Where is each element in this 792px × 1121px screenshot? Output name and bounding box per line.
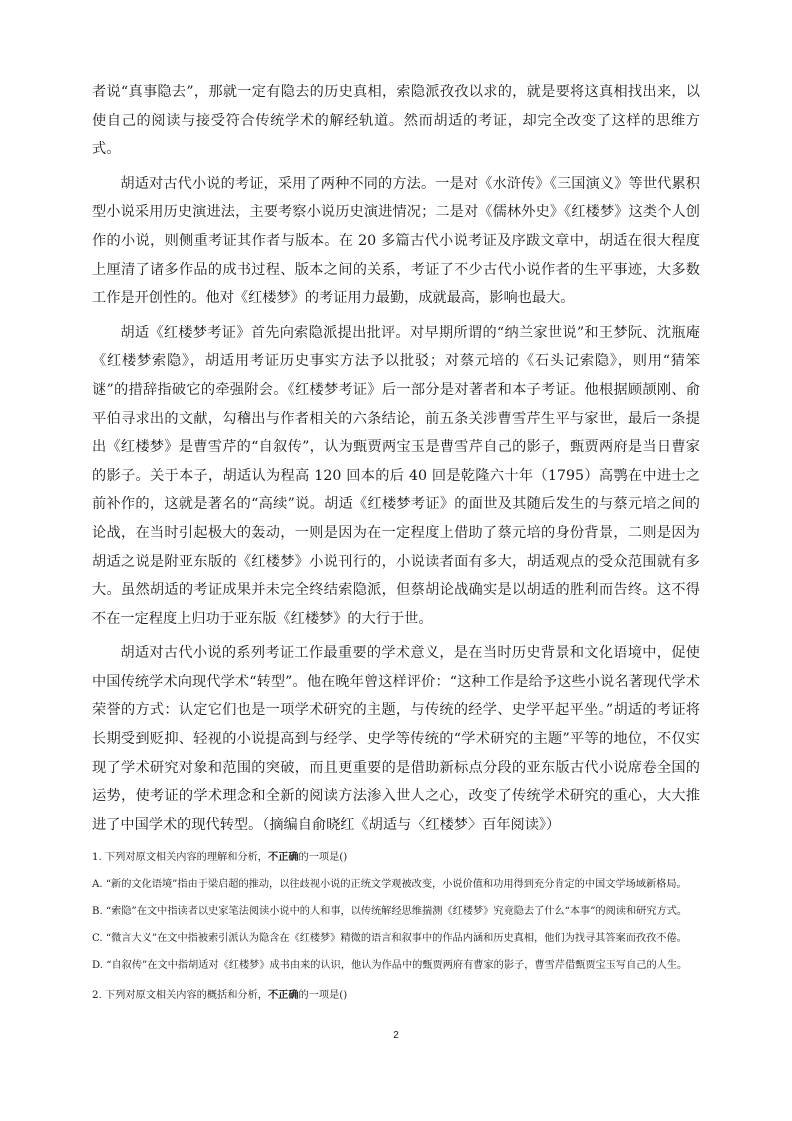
question-1	[92, 846, 700, 869]
question-1-option-d: D. “自叙传”在文中指胡适对《红楼梦》成书由来的认识，他认为作品中的甄贾两府有曹家的影子，曹雪芹借甄贾宝玉写自己的人生。	[92, 960, 688, 972]
paragraph-2: 胡适对古代小说的考证，采用了两种不同的方法。一是对《水浒传》《三国演义》等世代累积型小说采用历史演进法，主要考察小说历史演进情况；二是对《儒林外史》《红楼梦》这类个人创作的小说，则侧重考证其作者与版本。在 20 多篇古代小说考证及序跋文章中，胡适在很大程度上厘清了诸多作品的成书过程、版本之间的关系，考证了不少古代小说作者的生平事迹，大多数工作是开创性的。他对《红楼梦》的考证用力最勤，成就最高，影响也最大。	[92, 175, 700, 307]
paragraph-3: 胡适《红楼梦考证》首先向索隐派提出批评。对早期所谓的“纳兰家世说”和王梦阮、沈瓶庵《红楼梦索隐》，胡适用考证历史事实方法予以批驳；对蔡元培的《石头记索隐》，则用“猜笨谜”的措辞指破它的牵强附会。《红楼梦考证》后一部分是对著者和本子考证。他根据顾颉刚、俞平伯寻求出的文献，勾稽出与作者相关的六条结论，前五条关涉曹雪芹生平与家世，最后一条提出《红楼梦》是曹雪芹的“自叙传”，认为甄贾两宝玉是曹雪芹自己的影子，甄贾两府是当日曹家的影子。关于本子，胡适认为程高 120 回本的后 40 回是乾隆六十年（1795）高鹗在中进士之前补作的，这就是著名的“高续”说。胡适《红楼梦考证》的面世及其随后发生的与蔡元培之间的论战，在当时引起极大的轰动，一则是因为在一定程度上借助了蔡元培的身份背景，二则是因为胡适之说是附亚东版的《红楼梦》小说刊行的，小说读者面有多大，胡适观点的受众范围就有多大。虽然胡适的考证成果并未完全终结索隐派，但蔡胡论战确实是以胡适的胜利而告终。这不得不在一定程度上归功于亚东版《红楼梦》的大行于世。	[92, 324, 700, 627]
paragraph-1: 者说“真事隐去”，那就一定有隐去的历史真相，索隐派孜孜以求的，就是要将这真相找出来，以使自己的阅读与接受符合传统学术的解经轨道。然而胡适的考证，却完全改变了这样的思维方式。	[92, 84, 700, 158]
question-1-emphasis: 不正确	[267, 851, 299, 864]
question-2-emphasis: 不正确	[267, 989, 299, 1002]
question-2	[92, 984, 700, 1007]
question-1-option-a: A. “新的文化语境”指由于梁启超的推动，以往歧视小说的正统文学观被改变，小说价值和功用得到充分肯定的中国文学场域新格局。	[92, 879, 687, 891]
page-number: 2	[393, 1030, 399, 1041]
question-1-option-c: C. “微言大义”在文中指被索引派认为隐含在《红楼梦》精微的语言和叙事中的作品内涵和历史真相，他们为找寻其答案而孜孜不倦。	[92, 933, 687, 945]
question-1-prefix: 1. 下列对原文相关内容的理解和分析，	[92, 852, 268, 864]
paragraph-4: 胡适对古代小说的系列考证工作最重要的学术意义，是在当时历史背景和文化语境中，促使中国传统学术向现代学术“转型”。他在晚年曾这样评价：“这种工作是给予这些小说名著现代学术荣誉的方式：认定它们也是一项学术研究的主题，与传统的经学、史学平起平坐。”胡适的考证将长期受到贬抑、轻视的小说提高到与经学、史学等传统的“学术研究的主题”平等的地位，不仅实现了学术研究对象和范围的突破，而且更重要的是借助新标点分段的亚东版古代小说席卷全国的运势，使考证的学术理念和全新的阅读方法渗入世人之心，改变了传统学术研究的重心，大大推进了中国学术的现代转型。（摘编自俞晓红《胡适与〈红楼梦〉百年阅读》）	[92, 645, 700, 833]
question-2-suffix: 的一项是()	[298, 990, 348, 1002]
question-1-option-b: B. “索隐”在文中指读者以史家笔法阅读小说中的人和事，以传统解经思维揣测《红楼梦》究竟隐去了什么“本事”的阅读和研究方式。	[92, 906, 688, 918]
question-2-prefix: 2. 下列对原文相关内容的概括和分析，	[92, 990, 268, 1002]
question-1-suffix: 的一项是()	[298, 852, 348, 864]
